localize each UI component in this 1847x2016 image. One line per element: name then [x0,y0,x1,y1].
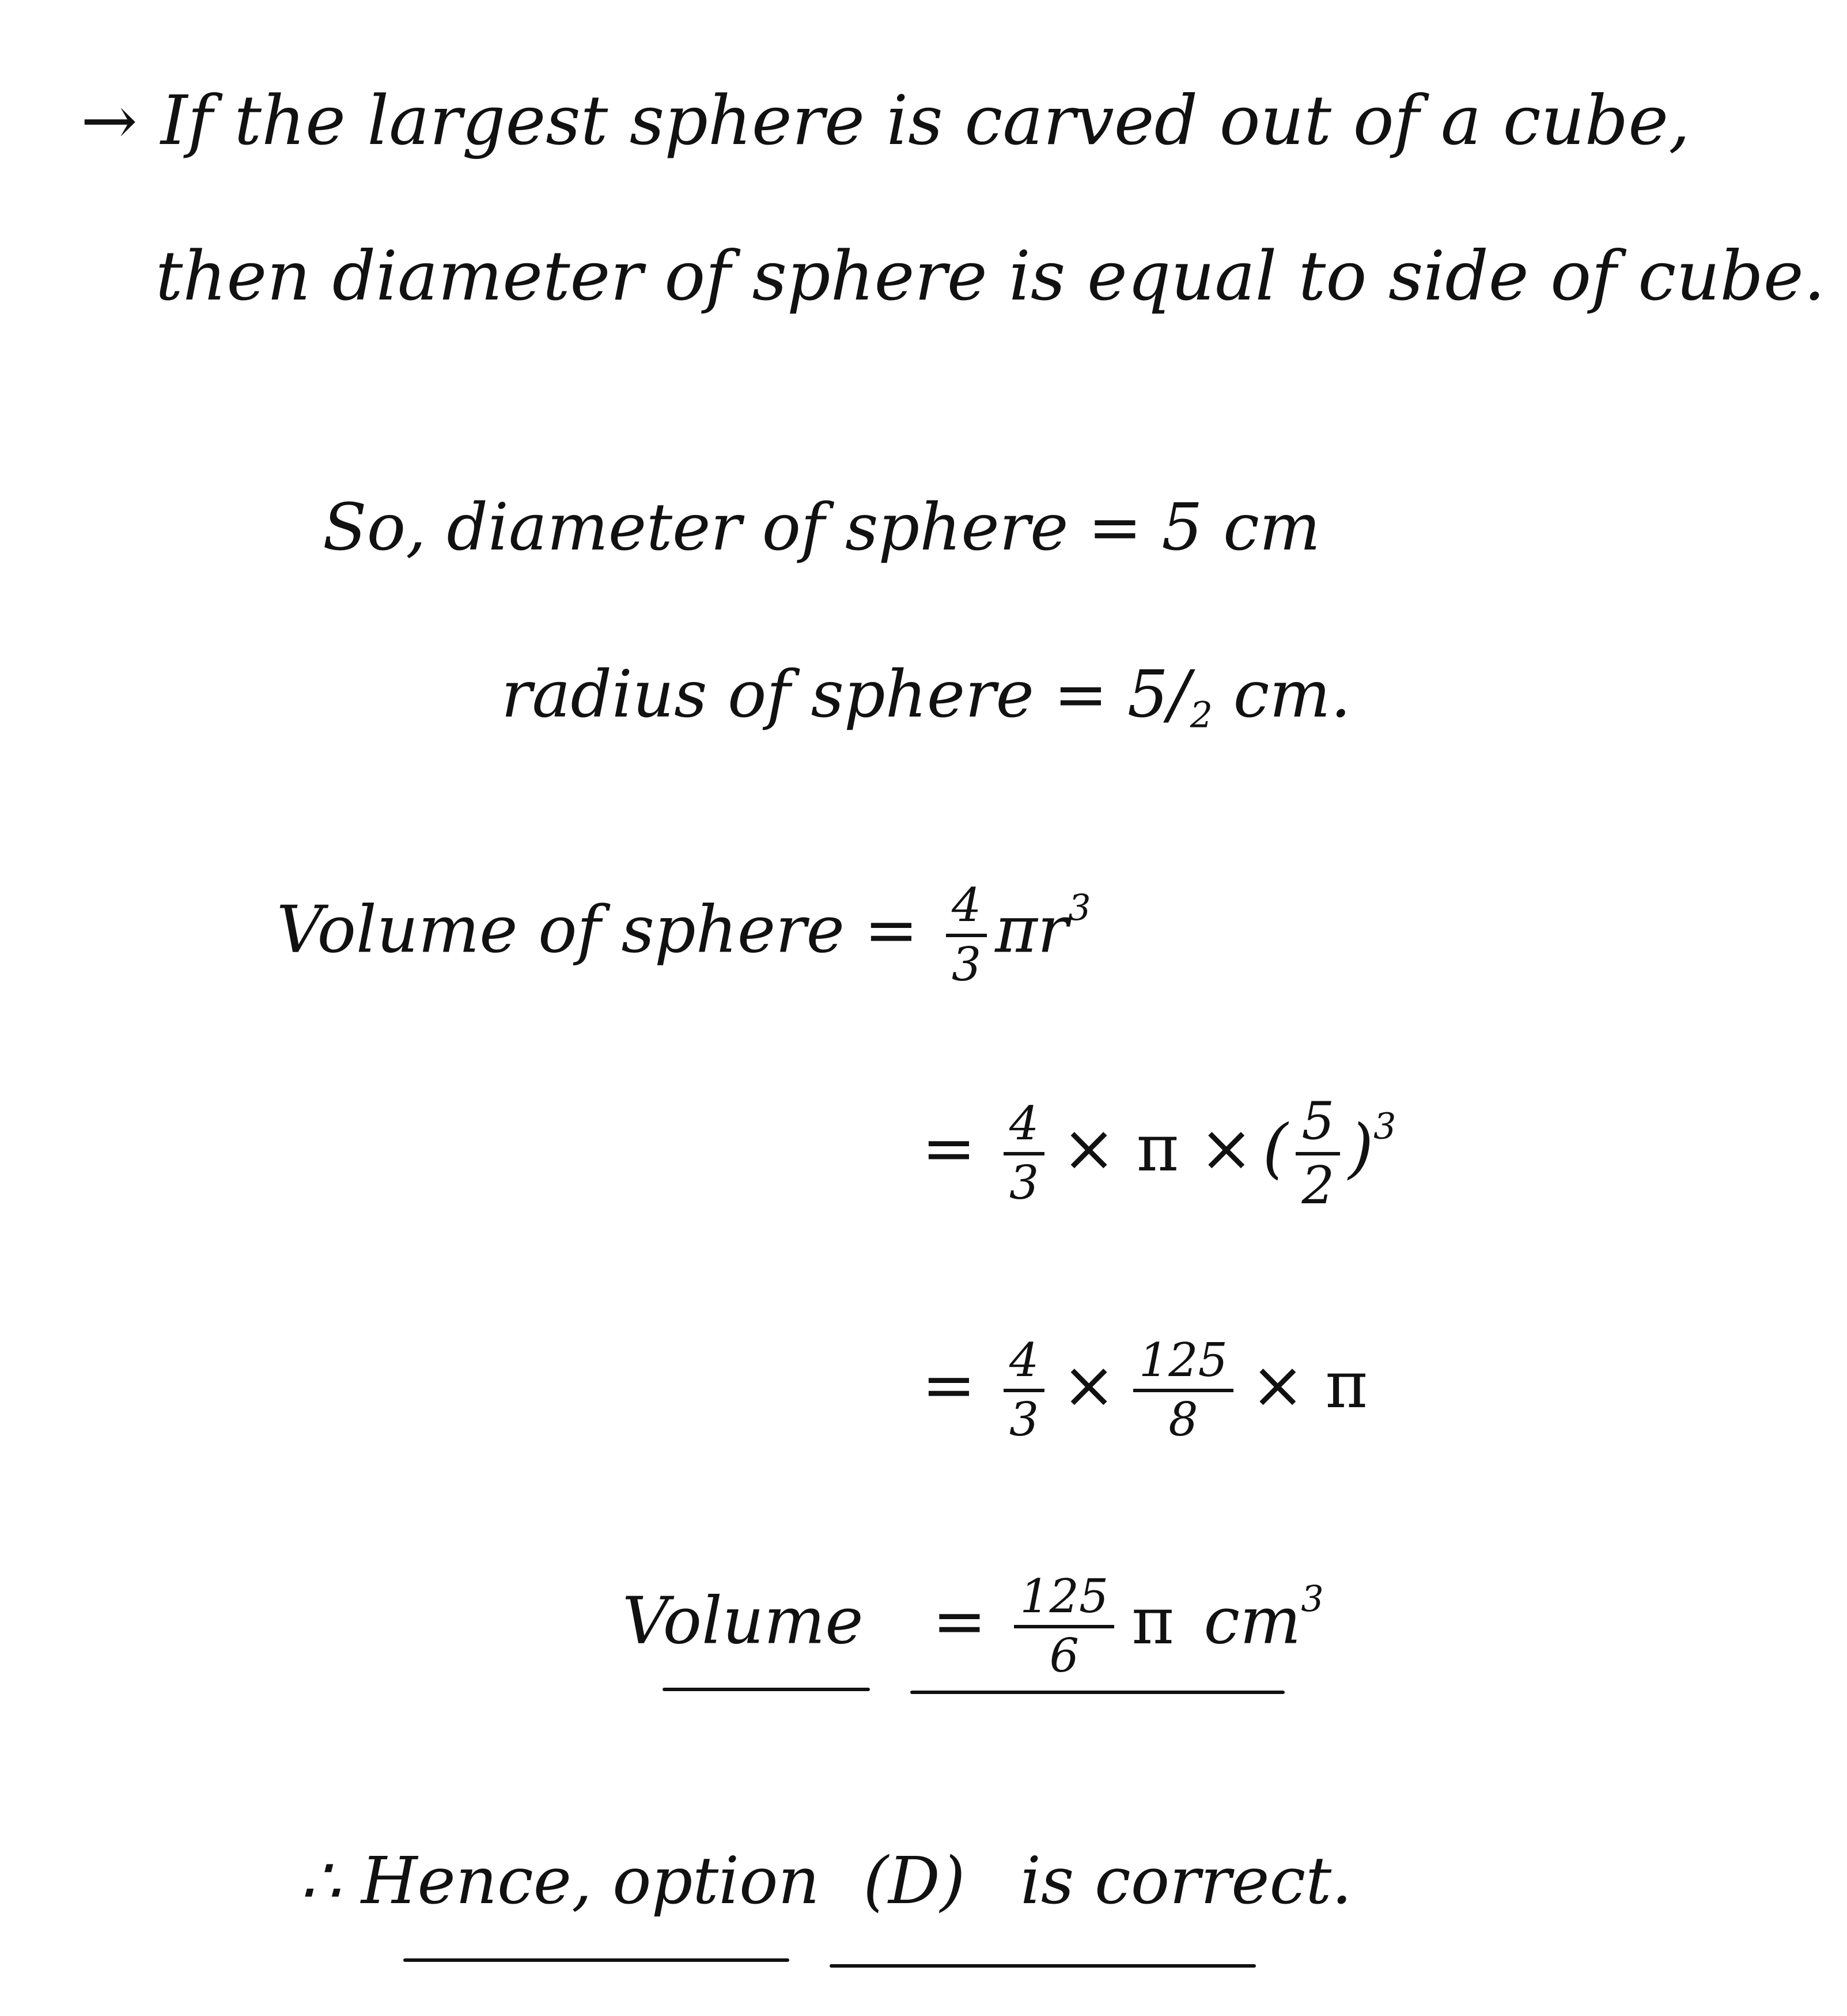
conclusion-line [300,1844,1352,1919]
step2-den2: 8 [1168,1392,1198,1447]
formula-line: Volume of sphere = $\frac{4}{3}$ $\pi r^3$ [277,878,1091,992]
formula-den: 3 [951,937,982,992]
step2-fraction-2 [1133,1333,1233,1447]
step1-fraction [1004,1097,1044,1211]
intro-line-2 [156,236,1826,316]
result-line: Volume = $\frac{125}{6}$ π $cm^3$ [622,1570,1324,1683]
conclusion-option: (D) [863,1844,966,1919]
result-label: Volume [622,1583,864,1659]
result-num: 125 [1014,1572,1114,1628]
radius-den: 2 [1190,694,1213,736]
step2-line: = $\frac{4}{3}$ × $\frac{125}{8}$ × π [922,1333,1368,1447]
intro-text-2: then diameter of sphere is equal to side of cube. [156,236,1826,316]
step2-num2: 125 [1133,1336,1233,1392]
diameter-label: So, diameter of sphere [323,490,1069,565]
formula-power: 3 [1068,887,1091,929]
step1-inner-fraction [1296,1092,1340,1217]
radius-num: 5 [1127,657,1169,732]
conclusion-underline-1 [403,1958,789,1962]
result-unit: cm [1203,1583,1301,1659]
step2-den1: 3 [1009,1392,1039,1447]
formula-label: Volume of sphere [277,892,845,968]
result-power: 3 [1301,1578,1324,1620]
formula-num: 4 [946,881,987,937]
radius-label: radius of sphere [501,657,1034,732]
step2-fraction-1 [1004,1333,1044,1447]
radius-unit: cm. [1233,657,1352,732]
intro-line-1 [81,81,1690,160]
diameter-value: 5 cm [1161,490,1321,565]
diameter-line: So, diameter of sphere = 5 cm [323,490,1321,565]
step2-times: × [1062,1347,1116,1423]
result-value-underline [910,1691,1285,1694]
step1-den: 3 [1009,1156,1039,1211]
step1-inner-num: 5 [1296,1094,1340,1155]
conclusion-underline-2 [830,1964,1256,1968]
intro-text-1: If the largest sphere is carved out of a cube, [160,81,1690,160]
step1-power: 3 [1373,1105,1396,1147]
step2-num1: 4 [1004,1336,1044,1392]
step2-times-pi: × π [1250,1347,1368,1423]
formula-fraction [946,878,987,992]
therefore-icon: ∴ [300,1844,341,1919]
result-pi: π [1131,1583,1174,1659]
result-label-underline [663,1688,870,1691]
result-fraction [1014,1570,1114,1683]
result-den: 6 [1049,1628,1079,1683]
step1-inner-den: 2 [1301,1156,1335,1217]
step1-paren: ( $\frac{5}{2}$ ) [1262,1092,1374,1217]
conclusion-text-1: Hence, option [361,1844,820,1919]
radius-line: radius of sphere = 5/2 cm. [501,657,1352,736]
step1-line: = $\frac{4}{3}$ × π × ( $\frac{5}{2}$ )$^3$ [922,1092,1396,1217]
formula-expr: πr [995,892,1069,968]
step1-times-pi: × π × [1062,1111,1254,1187]
conclusion-text-2: is correct. [1020,1844,1352,1919]
step1-num: 4 [1004,1100,1044,1155]
arrow-icon: → [81,81,138,160]
